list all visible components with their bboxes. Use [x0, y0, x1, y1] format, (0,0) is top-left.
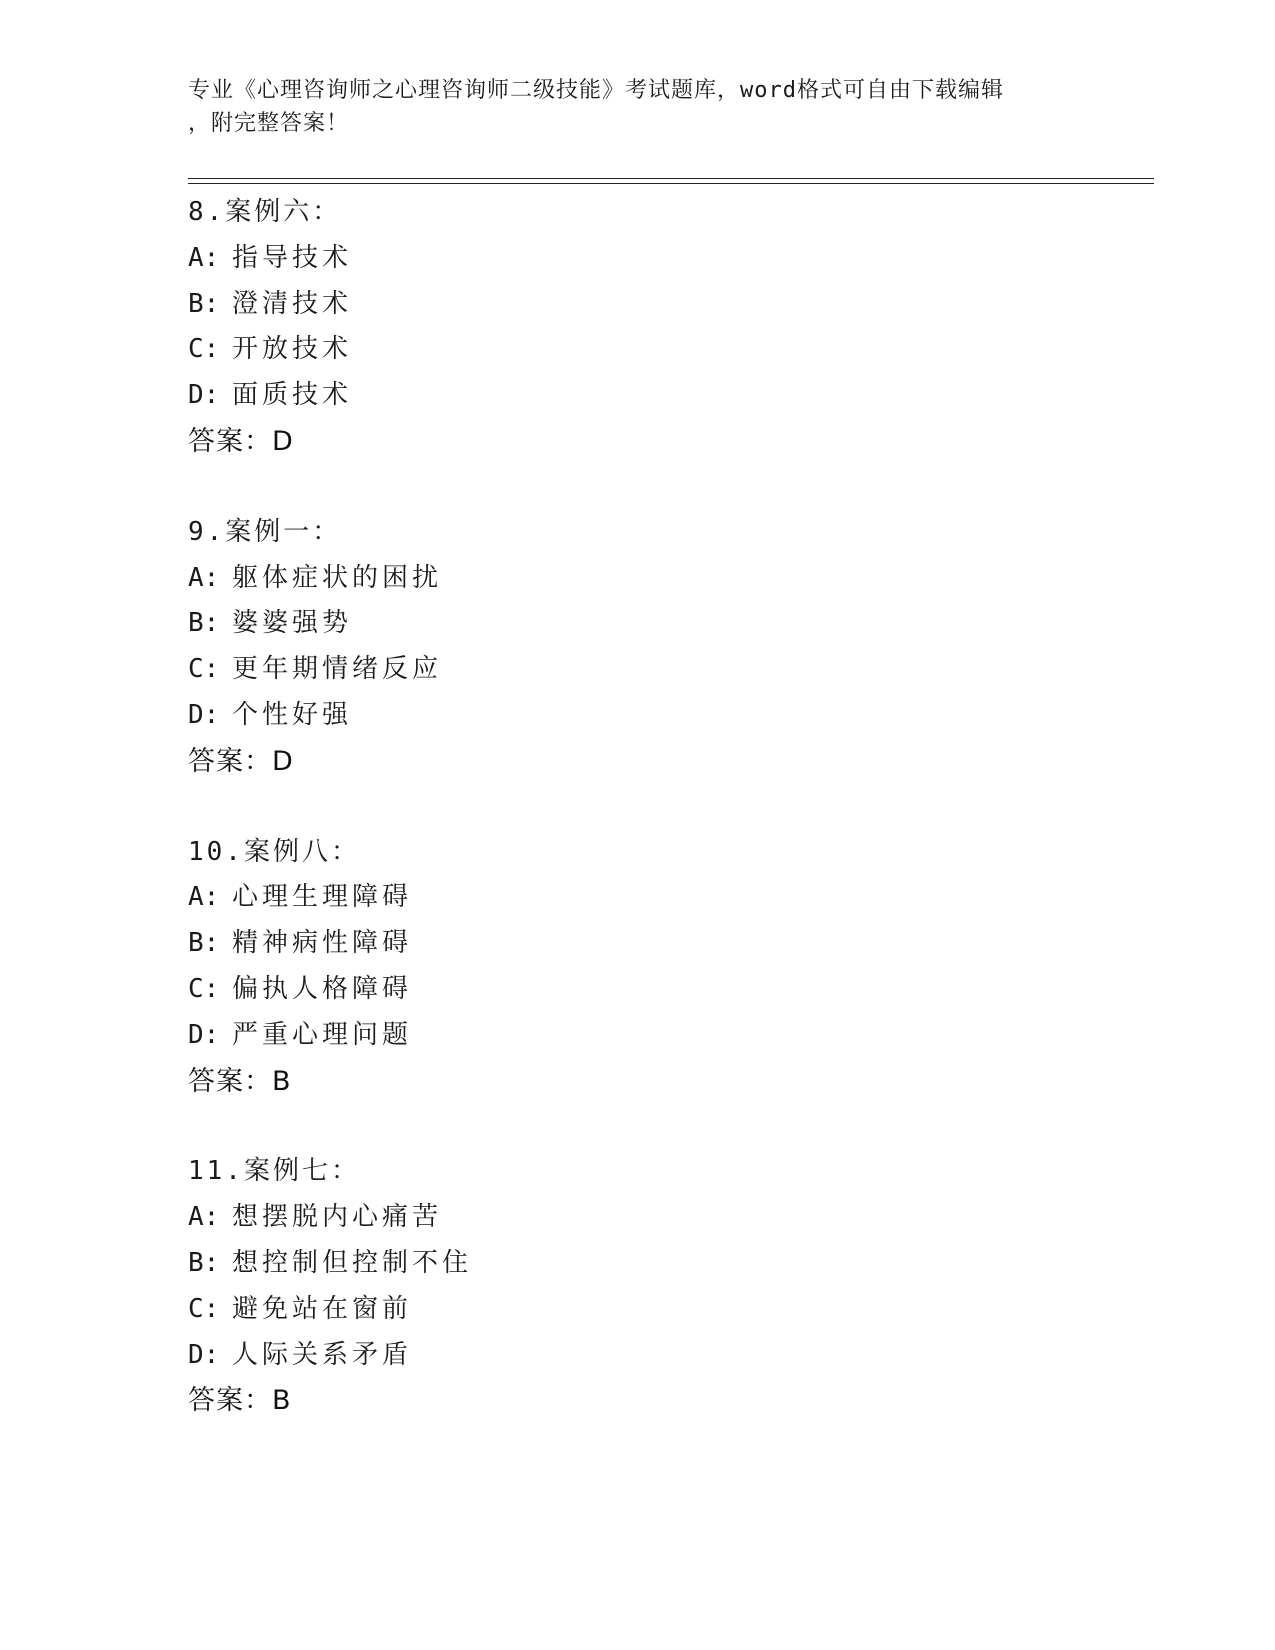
option-d: [188, 1013, 1148, 1059]
question-stem: 9.案例一：: [188, 516, 342, 547]
question-10: [188, 830, 1148, 1105]
option-text: 婆婆强势: [232, 608, 353, 639]
header-line-2: ，附完整答案！: [188, 111, 350, 136]
question-8: [188, 190, 1148, 465]
option-c: [188, 1287, 1148, 1333]
question-stem: 11.案例七：: [188, 1156, 360, 1187]
option-text: 更年期情绪反应: [232, 654, 443, 685]
option-key: D:: [188, 1019, 220, 1050]
option-c: [188, 327, 1148, 373]
option-key: B:: [188, 288, 220, 319]
option-b: [188, 921, 1148, 967]
option-key: C:: [188, 334, 220, 365]
question-11: [188, 1149, 1148, 1424]
option-key: C:: [188, 1293, 220, 1324]
option-b: [188, 601, 1148, 647]
option-c: [188, 967, 1148, 1013]
question-9: [188, 510, 1148, 785]
option-text: 指导技术: [232, 242, 353, 273]
option-key: A:: [188, 1202, 220, 1233]
option-key: A:: [188, 562, 220, 593]
option-key: D:: [188, 699, 220, 730]
option-key: D:: [188, 1339, 220, 1370]
question-stem: 8.案例六：: [188, 197, 342, 227]
option-d: [188, 373, 1148, 419]
option-text: 躯体症状的困扰: [232, 562, 443, 593]
document-header: [188, 74, 1088, 140]
answer-line: 答案：B: [188, 1385, 292, 1417]
option-key: B:: [188, 928, 220, 959]
option-d: [188, 693, 1148, 739]
option-b: [188, 282, 1148, 328]
option-a: [188, 556, 1148, 602]
option-b: [188, 1241, 1148, 1287]
option-c: [188, 647, 1148, 693]
question-list: [188, 190, 1148, 1469]
option-key: B:: [188, 608, 220, 639]
option-text: 开放技术: [232, 334, 353, 365]
option-text: 精神病性障碍: [232, 928, 413, 959]
option-key: B:: [188, 1247, 220, 1278]
option-a: [188, 875, 1148, 921]
option-text: 避免站在窗前: [232, 1293, 413, 1324]
header-line-1: 专业《心理咨询师之心理咨询师二级技能》考试题库，word格式可自由下载编辑: [188, 78, 1004, 103]
option-text: 澄清技术: [232, 288, 353, 319]
option-a: [188, 236, 1148, 282]
option-a: [188, 1195, 1148, 1241]
option-text: 严重心理问题: [232, 1019, 413, 1050]
option-d: [188, 1333, 1148, 1379]
answer-line: 答案：D: [188, 745, 294, 777]
answer-line: 答案：B: [188, 1065, 292, 1097]
option-text: 个性好强: [232, 699, 353, 730]
option-key: C:: [188, 654, 220, 685]
option-text: 想控制但控制不住: [232, 1247, 473, 1278]
option-key: A:: [188, 242, 220, 273]
answer-line: 答案：D: [188, 425, 294, 457]
option-text: 偏执人格障碍: [232, 973, 413, 1004]
header-divider-top: [188, 178, 1154, 179]
option-text: 心理生理障碍: [232, 882, 413, 913]
option-text: 人际关系矛盾: [232, 1339, 413, 1370]
header-divider-bottom: [188, 183, 1154, 184]
option-key: C:: [188, 973, 220, 1004]
option-key: A:: [188, 882, 220, 913]
question-stem: 10.案例八：: [188, 836, 360, 867]
option-text: 想摆脱内心痛苦: [232, 1202, 443, 1233]
option-key: D:: [188, 380, 220, 411]
option-text: 面质技术: [232, 380, 353, 411]
